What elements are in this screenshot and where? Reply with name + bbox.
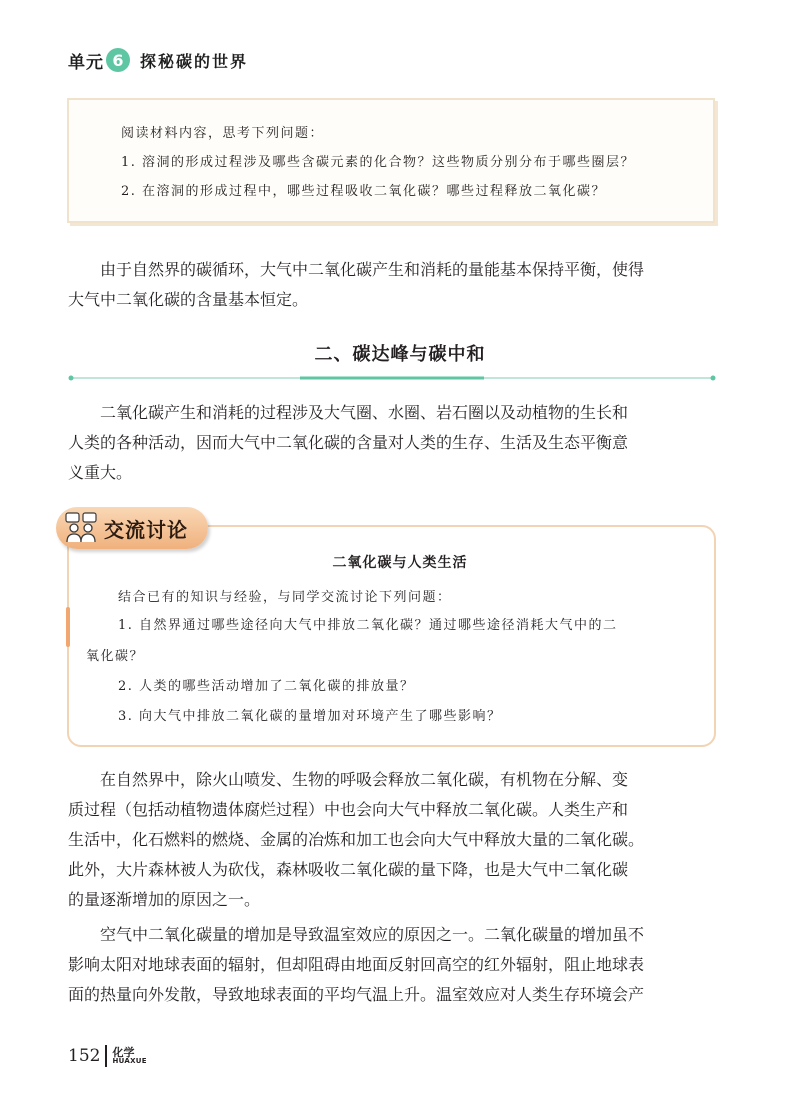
discussion-tab-label: 交流讨论	[104, 518, 188, 542]
unit-label: 单元	[68, 52, 104, 73]
footer-divider	[105, 1045, 107, 1067]
discussion-title: 二氧化碳与人类生活	[332, 555, 468, 571]
paragraph-line: 大气中二氧化碳的含量基本恒定。	[68, 290, 309, 309]
page-header	[68, 46, 248, 74]
discussion-accent-bar	[66, 607, 70, 647]
reading-questions-box	[67, 98, 715, 223]
page-footer	[68, 1043, 147, 1069]
paragraph-line: 义重大。	[68, 463, 133, 482]
section-title: 二、碳达峰与碳中和	[314, 344, 486, 365]
subject-label	[112, 1047, 146, 1065]
paragraph-line: 质过程（包括动植物遗体腐烂过程）中也会向大气中释放二氧化碳。人类生产和	[68, 800, 629, 819]
discussion-question-3: 3. 向大气中排放二氧化碳的量增加对环境产生了哪些影响？	[118, 709, 502, 724]
discussion-intro: 结合已有的知识与经验，与同学交流讨论下列问题：	[118, 590, 452, 605]
section-divider	[68, 375, 716, 381]
page-number: 152	[68, 1046, 101, 1066]
paragraph-3	[68, 765, 718, 915]
paragraph-line: 生活中，化石燃料的燃烧、金属的冶炼和加工也会向大气中释放大量的二氧化碳。	[68, 830, 645, 849]
reading-intro: 阅读材料内容，思考下列问题：	[121, 126, 325, 141]
paragraph-line: 面的热量向外发散，导致地球表面的平均气温上升。温室效应对人类生存环境会产	[68, 985, 645, 1004]
paragraph-2	[68, 398, 718, 488]
discussion-question-1-cont: 氧化碳？	[86, 649, 145, 664]
paragraph-line: 的量逐渐增加的原因之一。	[68, 890, 261, 909]
reading-question-1: 1. 溶洞的形成过程涉及哪些含碳元素的化合物？这些物质分别分布于哪些圈层？	[121, 155, 636, 170]
discussion-question-1: 1. 自然界通过哪些途径向大气中排放二氧化碳？通过哪些途径消耗大气中的二	[118, 618, 618, 633]
subject-pinyin: HUAXUE	[112, 1057, 147, 1065]
subject-chinese: 化学	[112, 1046, 135, 1059]
paragraph-line: 此外，大片森林被人为砍伐，森林吸收二氧化碳的量下降，也是大气中二氧化碳	[68, 860, 629, 879]
discussion-tab	[56, 507, 208, 549]
discussion-people-icon	[64, 512, 98, 544]
paragraph-line: 在自然界中，除火山喷发、生物的呼吸会释放二氧化碳，有机物在分解、变	[68, 770, 629, 789]
paragraph-line: 二氧化碳产生和消耗的过程涉及大气圈、水圈、岩石圈以及动植物的生长和	[68, 403, 629, 422]
reading-question-2: 2. 在溶洞的形成过程中，哪些过程吸收二氧化碳？哪些过程释放二氧化碳？	[121, 184, 607, 199]
paragraph-line: 影响太阳对地球表面的辐射，但却阻碍由地面反射回高空的红外辐射，阻止地球表	[68, 955, 645, 974]
unit-number-badge: 6	[106, 48, 130, 72]
discussion-question-2: 2. 人类的哪些活动增加了二氧化碳的排放量？	[118, 679, 415, 694]
paragraph-line: 空气中二氧化碳量的增加是导致温室效应的原因之一。二氧化碳量的增加虽不	[68, 925, 645, 944]
unit-title: 探秘碳的世界	[140, 51, 249, 71]
paragraph-line: 人类的各种活动，因而大气中二氧化碳的含量对人类的生存、生活及生态平衡意	[68, 433, 629, 452]
paragraph-line: 由于自然界的碳循环，大气中二氧化碳产生和消耗的量能基本保持平衡，使得	[68, 260, 645, 279]
paragraph-4	[68, 920, 718, 1010]
paragraph-1	[68, 255, 718, 315]
